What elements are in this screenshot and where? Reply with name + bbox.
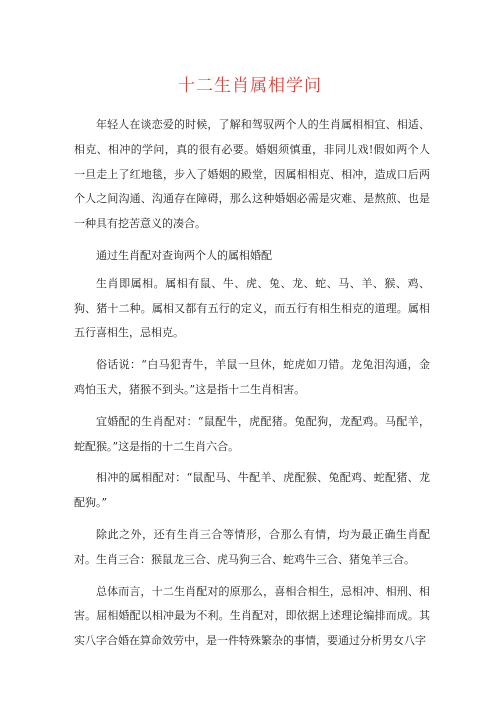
paragraph-conflicts: 相冲的属相配对：“鼠配马、牛配羊、虎配猴、兔配鸡、蛇配猪、龙配狗。”: [74, 471, 430, 510]
paragraph-three-harmonies: 除此之外，还有生肖三合等情形，合那么有情，均为最正确生肖配对。生肖三合：猴鼠龙三合、虎马狗三合、蛇鸡牛三合、猪兔羊三合。: [74, 527, 430, 566]
paragraph-six-harmonies: 宜婚配的生肖配对：“鼠配牛，虎配猪。兔配狗，龙配鸡。马配羊，蛇配猴。”这是指的十二生肖六合。: [74, 414, 430, 453]
paragraph-subheading: 通过生肖配对查询两个人的属相婚配: [96, 248, 272, 262]
paragraph-summary: 总体而言，十二生肖配对的原那么，喜相合相生，忌相冲、相刑、相害。屈相婚配以相冲最为不利。生肖配对，即依据上述理论编排而成。其实八字合婚在算命效劳中，是一件特殊繁杂的事情，要通过分析男女八字: [74, 584, 430, 648]
paragraph-intro: 年轻人在谈恋爱的时候，了解和驾驭两个人的生肖属相相宜、相适、相克、相冲的学问，真的很有必要。婚姻须慎重，非同儿戏!假如两个人一旦走上了红地毯，步入了婚姻的殿堂，因属相相克、相冲，造成口后两个人之间沟通、沟通存在障碍，那么这种婚姻必需是灾难、是熬煎、也是一种具有挖苦意义的凑合。: [74, 118, 430, 231]
paragraph-zodiac-definition: 生肖即属相。属相有鼠、牛、虎、兔、龙、蛇、马、羊、猴、鸡、狗、猪十二种。属相又都有五行的定义，而五行有相生相克的道理。属相五行喜相生，忌相克。: [74, 276, 430, 340]
document-body: [74, 113, 430, 661]
paragraph-proverb: 俗话说：“白马犯青牛，羊鼠一旦休，蛇虎如刀错。龙兔泪沟通，金鸡怕玉犬，猪猴不到头。”这是指十二生肖相害。: [74, 358, 430, 396]
document-title: 十二生肖属相学问: [178, 76, 322, 96]
